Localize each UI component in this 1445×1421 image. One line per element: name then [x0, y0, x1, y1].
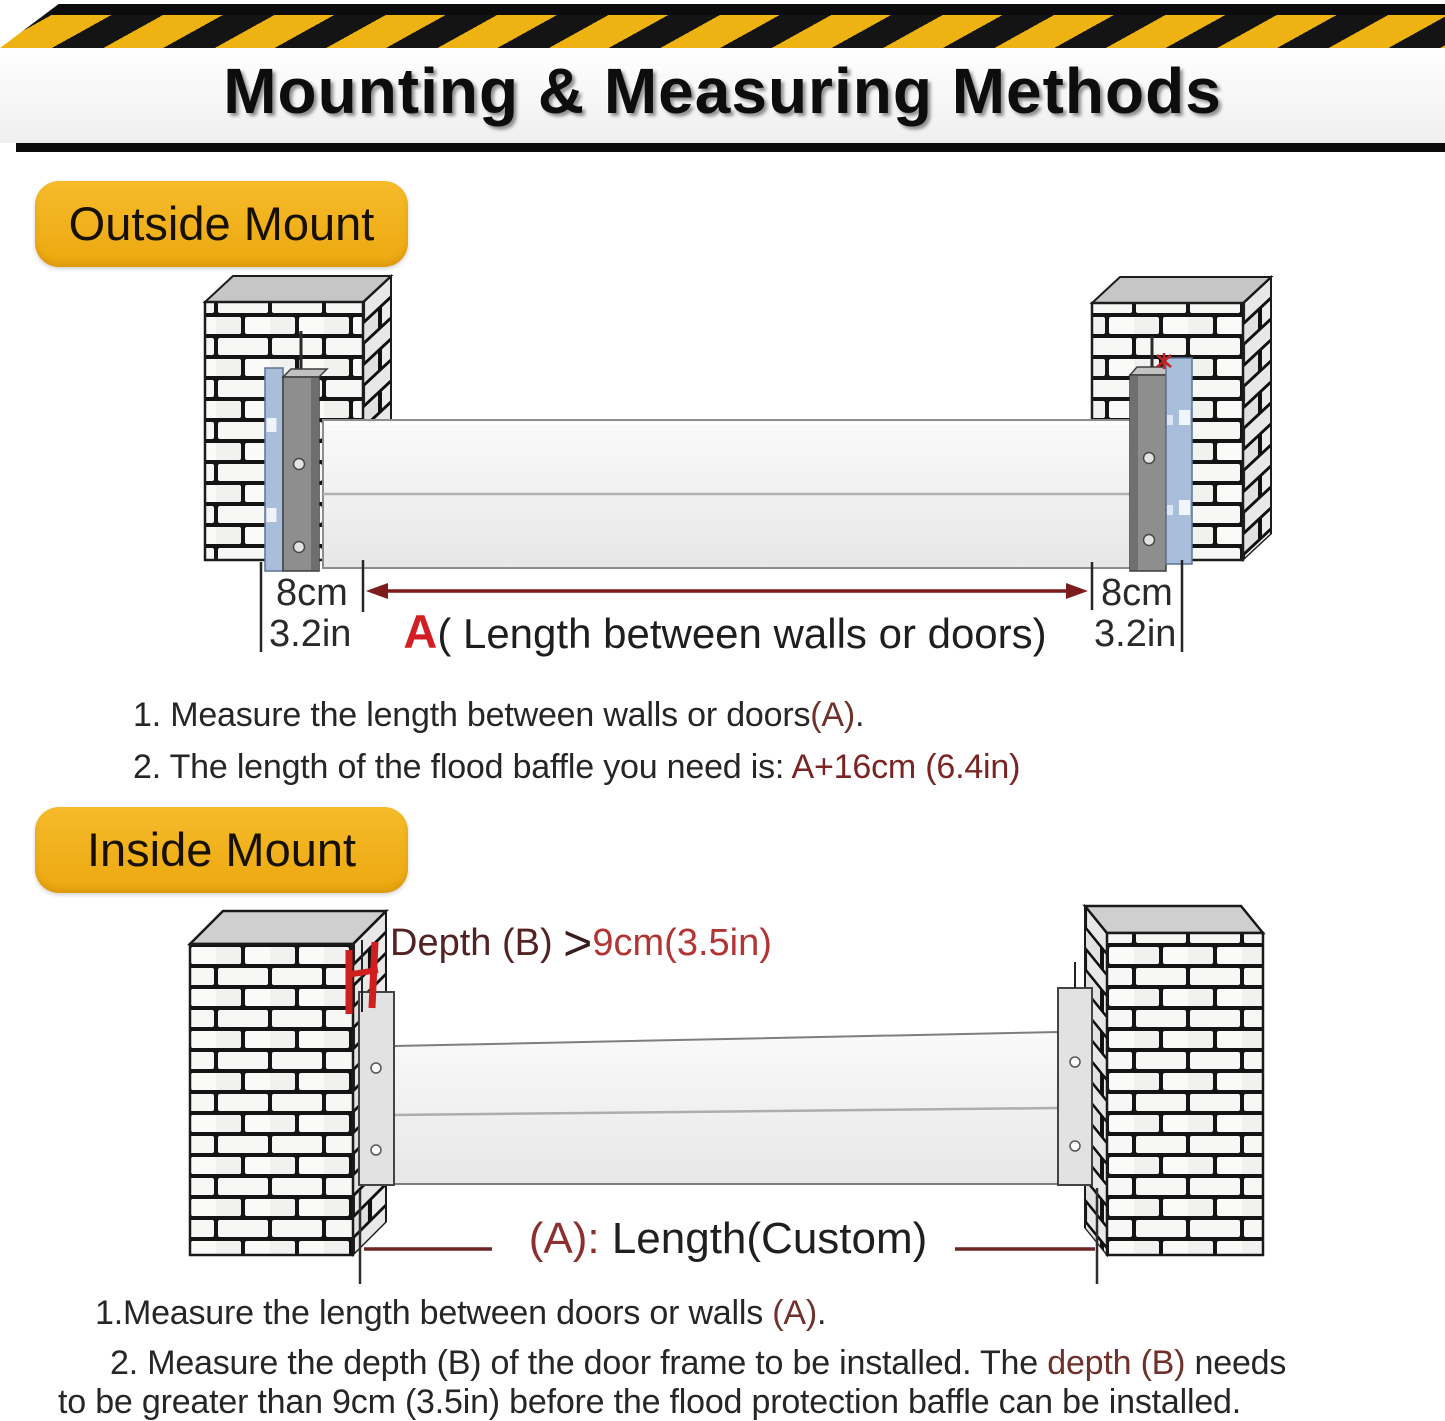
page-title: Mounting & Measuring Methods [223, 55, 1222, 127]
greater-than-sign: > [563, 915, 593, 971]
depth-indicator [346, 940, 378, 1014]
inside-mount-badge: Inside Mount [35, 807, 408, 893]
custom-length-label [378, 1214, 1078, 1264]
inside-step2-depth: depth (B) [1047, 1344, 1186, 1382]
flood-barrier-panel-outside [323, 420, 1133, 568]
inside-step2-needs: needs [1185, 1344, 1287, 1382]
length-a-text: (A): [528, 1214, 600, 1263]
brick-pillar-inside-left [190, 911, 386, 1255]
channel-strip-right [1166, 358, 1192, 564]
outside-step1-text: 1. Measure the length between walls or doors [133, 696, 811, 734]
hazard-banner [0, 0, 1445, 153]
mounting-post-left [359, 992, 394, 1185]
depth-value-text: 9cm(3.5in) [592, 922, 772, 964]
span-label-text: ( Length between walls or doors) [437, 610, 1047, 657]
inside-step1-period: . [817, 1294, 827, 1332]
channel-strip-left [265, 368, 283, 571]
left-offset-in-label: 3.2in [269, 613, 352, 655]
right-offset-in-label: 3.2in [1094, 613, 1177, 655]
inside-step2-text: 2. Measure the depth (B) of the door frame to be installed. The [110, 1344, 1048, 1382]
outside-step1-a: (A) [810, 696, 855, 734]
depth-requirement-label [390, 914, 772, 972]
span-letter-a: A [403, 605, 438, 658]
depth-label-text: Depth (B) [390, 922, 564, 964]
left-offset-cm-label: 8cm [276, 572, 348, 614]
banner-bottom-bar [16, 143, 1445, 152]
inside-step1-text: 1.Measure the length between doors or walls [95, 1294, 773, 1332]
hazard-stripes [0, 15, 1445, 48]
inside-step-2-line2: to be greater than 9cm (3.5in) before the flood protection baffle can be installed. [58, 1383, 1241, 1421]
inside-step1-a: (A) [772, 1294, 817, 1332]
outside-step2-formula: A+16cm (6.4in) [791, 748, 1021, 786]
outside-step1-period: . [855, 696, 865, 734]
brick-pillar-inside-right [1085, 906, 1263, 1255]
outside-step2-text: 2. The length of the flood baffle you need is: [133, 748, 792, 786]
inside-step-1 [95, 1294, 826, 1333]
outside-step-1 [133, 696, 864, 735]
flood-barrier-panel-inside [394, 1032, 1058, 1184]
outside-mount-badge: Outside Mount [35, 181, 408, 267]
right-offset-cm-label: 8cm [1101, 572, 1173, 614]
dimension-arrow [366, 583, 1088, 599]
mounting-post-right [1058, 962, 1092, 1185]
length-label-text: Length(Custom) [599, 1214, 928, 1263]
outside-step-2 [133, 748, 1020, 787]
span-length-label [375, 604, 1075, 659]
inside-step-2-line1 [110, 1344, 1286, 1383]
